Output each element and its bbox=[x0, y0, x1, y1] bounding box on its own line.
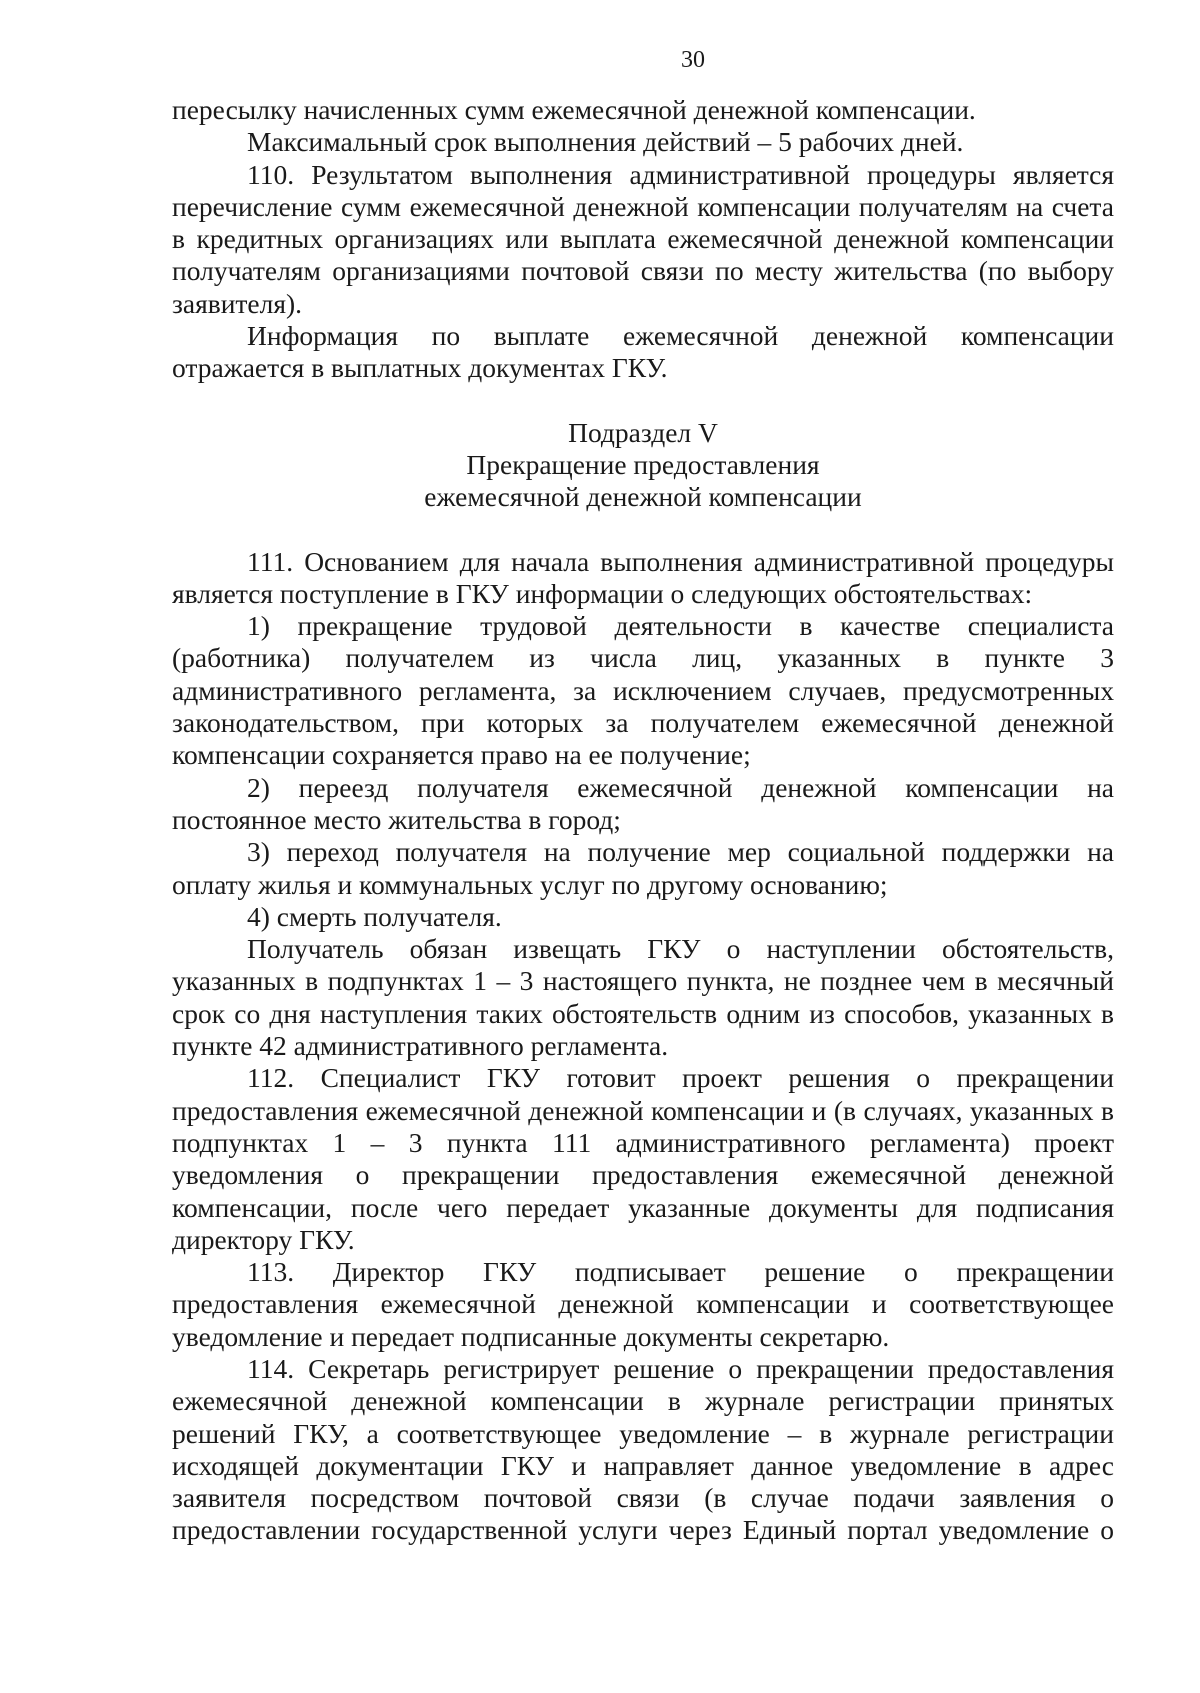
subsection-title-line2: ежемесячной денежной компенсации bbox=[424, 481, 862, 513]
paragraph: Информация по выплате ежемесячной денежной компенсации отражается в выплатных документах ГКУ. bbox=[172, 320, 1114, 384]
paragraph-113: 113. Директор ГКУ подписывает решение о прекращении предоставления ежемесячной денежной компенсации и соответствующее уведомление и передает подписанные документы секретарю. bbox=[172, 1256, 1114, 1352]
paragraph-110: 110. Результатом выполнения административной процедуры является перечисление сумм ежемесячной денежной компенсации получателям на счета в кредитных организациях или выплата ежемесячной денежной компенсации получателям организациями почтовой связи по месту жительства (по выбору заявителя). bbox=[172, 158, 1114, 319]
subsection-number: Подраздел V bbox=[568, 416, 718, 448]
subsection-title-line1: Прекращение предоставления bbox=[466, 448, 820, 480]
page-number: 30 bbox=[681, 47, 705, 73]
list-item-3: 3) переход получателя на получение мер социальной поддержки на оплату жилья и коммунальных услуг по другому основанию; bbox=[172, 836, 1114, 900]
list-item-1: 1) прекращение трудовой деятельности в качестве специалиста (работника) получателем из числа лиц, указанных в пункте 3 административного регламента, за исключением случаев, предусмотренных законодательством, при которых за получателем ежемесячной денежной компенсации сохраняется право на ее получение; bbox=[172, 610, 1114, 771]
body-text-bottom bbox=[172, 546, 1114, 1547]
paragraph-114: 114. Секретарь регистрирует решение о прекращении предоставления ежемесячной денежной компенсации в журнале регистрации принятых решений ГКУ, а соответствующее уведомление – в журнале регистрации исходящей документации ГКУ и направляет данное уведомление в адрес заявителя посредством почтовой связи (в случае подачи заявления о предоставлении государственной услуги через Единый портал уведомление о bbox=[172, 1352, 1114, 1546]
paragraph: пересылку начисленных сумм ежемесячной денежной компенсации. bbox=[172, 94, 976, 125]
list-item-4: 4) смерть получателя. bbox=[247, 900, 502, 932]
paragraph-111: 111. Основанием для начала выполнения административной процедуры является поступление в ГКУ информации о следующих обстоятельствах: bbox=[172, 545, 1114, 609]
list-item-2: 2) переезд получателя ежемесячной денежной компенсации на постоянное место жительства в город; bbox=[172, 771, 1114, 835]
paragraph-112: 112. Специалист ГКУ готовит проект решения о прекращении предоставления ежемесячной денежной компенсации и (в случаях, указанных в подпунктах 1 – 3 пункта 111 административного регламента) проект уведомления о прекращении предоставления ежемесячной денежной компенсации, после чего передает указанные документы для подписания директору ГКУ. bbox=[172, 1062, 1114, 1255]
subsection-heading bbox=[172, 417, 1114, 514]
body-text-top bbox=[172, 94, 1114, 385]
paragraph: Максимальный срок выполнения действий – 5 рабочих дней. bbox=[247, 126, 964, 158]
paragraph: Получатель обязан извещать ГКУ о наступлении обстоятельств, указанных в подпунктах 1 – 3 настоящего пункта, не позднее чем в месячный срок со дня наступления таких обстоятельств одним из способов, указанных в пункте 42 административного регламента. bbox=[172, 933, 1114, 1062]
